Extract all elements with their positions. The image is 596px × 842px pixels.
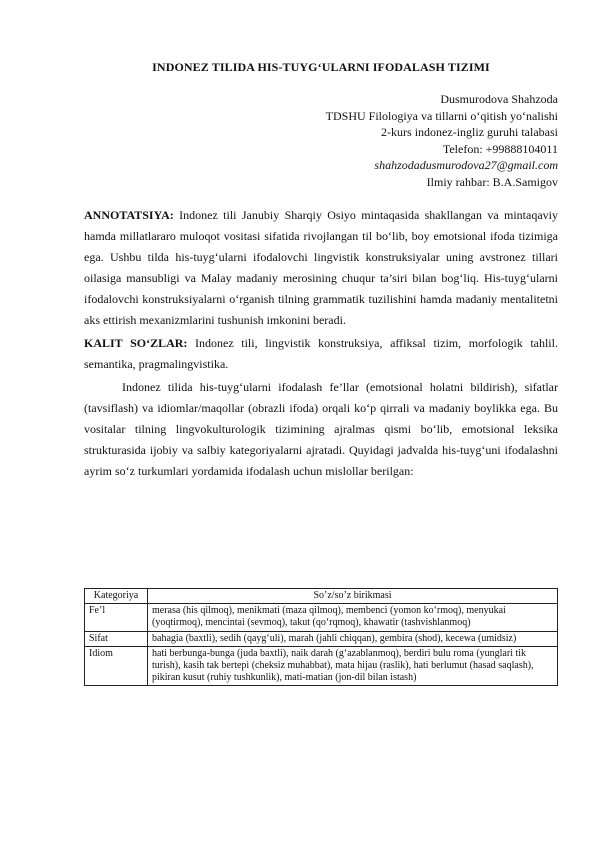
annotation-label: ANNOTATSIYA:: [84, 208, 174, 222]
body-paragraph: Indonez tilida his-tuyg‘ularni ifodalash fe’llar (emotsional holatni bildirish), sifatlar (tavsiflash) va idiomlar/maqollar (obrazli ifoda) orqali ko‘p qirrali va madaniy boylikka ega. Bu vositalar tilning lingvokulturologik tizimining ajralmas qismi bo‘lib, emotsional leksika strukturasida ijobiy va salbiy kategoriyalarni ajratadi. Quyidagi jadvalda his-tuyg‘uni ifodalashni ayrim so‘z turkumlari yordamida ifodalash uchun mislollar berilgan:: [84, 380, 558, 478]
keywords-paragraph: [84, 333, 558, 375]
author-email: shahzodadusmurodova27@gmail.com: [374, 158, 558, 172]
author-affiliation: TDSHU Filologiya va tillarni o‘qitish yo‘nalishi: [325, 108, 558, 123]
table-header-category: Kategoriya: [85, 589, 148, 604]
table-row: [85, 631, 558, 646]
author-supervisor: Ilmiy rahbar: B.A.Samigov: [426, 174, 558, 189]
keywords-text: Indonez tili, lingvistik konstruksiya, affiksal tizim, morfologik tahlil. semantika, pragmalingvistika.: [84, 336, 558, 371]
author-course: 2-kurs indonez-ingliz guruhi talabasi: [381, 125, 558, 139]
paper-title: INDONEZ TILIDA HIS-TUYG‘ULARNI IFODALASH TIZIMI: [152, 60, 490, 74]
annotation-text: Indonez tili Janubiy Sharqiy Osiyo mintaqasida shakllangan va mintaqaviy hamda millatlararo muloqot vositasi sifatida rivojlangan til bo‘lib, boy emotsional ifoda tizimiga ega. Ushbu tilda his-tuyg‘ularni ifodalovchi lingvistik konstruksiyalar uning avstronez tillari oilasiga mansubligi va Malay madaniy merosining chuqur ta’siri bilan bog‘liq. His-tuyg‘ularni ifodalovchi konstruksiyalarni o‘rganish tilning grammatik tuzilishini hamda madaniy mentalitetni aks ettirish mexanizmlarini tushunish imkonini beradi.: [84, 208, 558, 327]
author-block: [326, 91, 558, 190]
table-cell-category: Idiom: [85, 646, 148, 686]
table-cell-category: Fe’l: [85, 604, 148, 631]
emotion-table: [84, 588, 558, 686]
table-cell-words: hati berbunga-bunga (juda baxtli), naik darah (g‘azablanmoq), berdiri bulu roma (yunglari tik turish), kasih tak bertepi (cheksiz muhabbat), mata hijau (raslik), hati berlumut (hasad saqlash), pikiran kusut (ruhiy tushkunlik), mati-matian (jon-dil bilan istash): [148, 646, 558, 686]
table-cell-words: merasa (his qilmoq), menikmati (maza qilmoq), membenci (yomon ko‘rmoq), menyukai (yoqtirmoq), mencintai (sevmoq), takut (qo‘rqmoq), khawatir (tashvishlanmoq): [148, 604, 558, 631]
paper-body: [84, 205, 558, 484]
author-name: Dusmurodova Shahzoda: [440, 92, 558, 106]
table-cell-category: Sifat: [85, 631, 148, 646]
keywords-label: KALIT SO‘ZLAR:: [84, 336, 188, 350]
table-cell-words: bahagia (baxtli), sedih (qayg‘uli), marah (jahli chiqqan), gembira (shod), kecewa (umidsiz): [148, 631, 558, 646]
table-row: [85, 646, 558, 686]
table-header-words: So’z/so’z birikmasi: [148, 589, 558, 604]
table-header-row: [85, 589, 558, 604]
author-phone: Telefon: +99888104011: [442, 141, 558, 156]
table-row: [85, 604, 558, 631]
annotation-paragraph: [84, 205, 558, 331]
